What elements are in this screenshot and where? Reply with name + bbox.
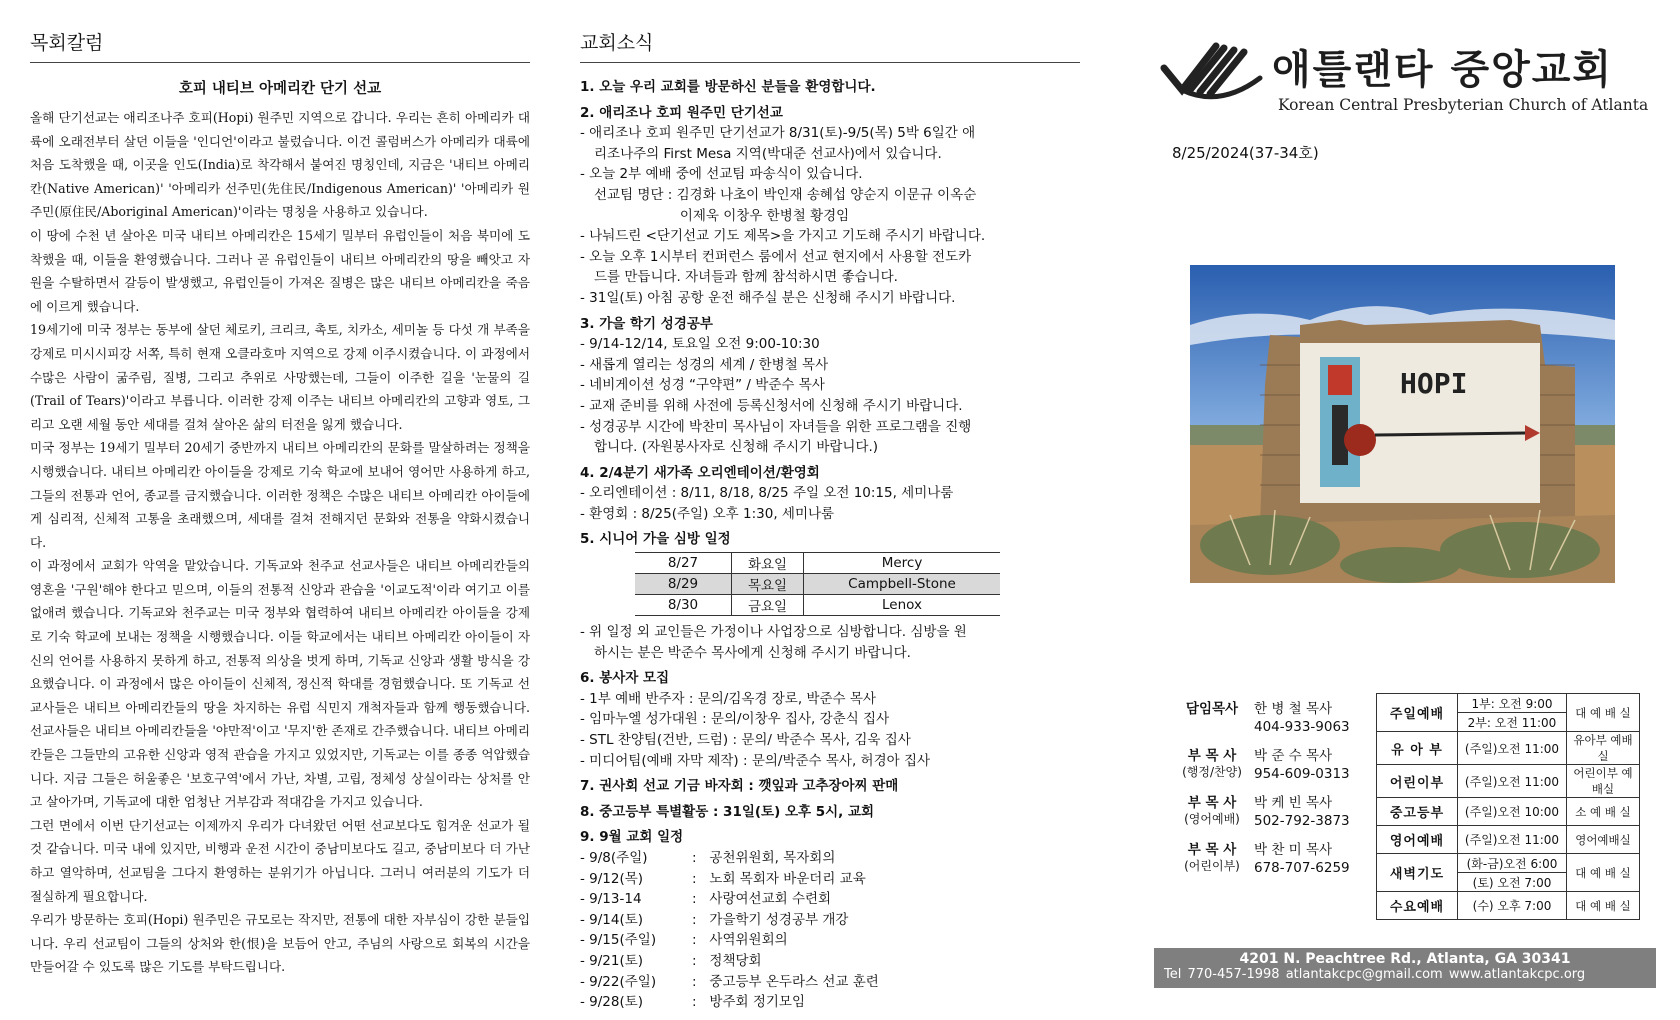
service-row	[1377, 854, 1640, 873]
footer-address: 4201 N. Peachtree Rd., Atlanta, GA 30341	[1239, 951, 1571, 967]
news-line: - 오늘 2부 예배 중에 선교팀 파송식이 있습니다.	[580, 166, 863, 183]
church-news	[580, 0, 1080, 1013]
staff-name: 박 케 빈 목사	[1254, 795, 1333, 811]
paragraph: 이 과정에서 교회가 악역을 맡았습니다. 기독교와 천주교 선교사들은 내티브 아메리칸들의 영혼을 '구원'해야 한다고 믿으며, 이들의 전통적 신앙과 관습을 '이교도적'이라 여기고 이를 없애려 했습니다. 기독교와 천주교는 미국 정부와 협력하여 내티브 아메리칸 아이들을 강제로 기숙 학교에 보내는 정책을 시행했습니다. 이들 학교에서는 내티브 아메리칸 아이들이 자신의 언어를 사용하지 못하게 하고, 전통적 의상을 벗게 하며, 기독교 신앙과 생활 방식을 강요했습니다. 이 과정에서 많은 아이들이 신체적, 정신적 학대를 경험했습니다. 또 기독교 선교사들은 내티브 아메리칸들의 땅을 차지하는 유럽 식민지 개척자들과 함께 행동했습니다. 선교사들은 내티브 아메리칸들을 '야만적'이고 '무지'한 존재로 간주했습니다. 내티브 아메리칸들은 그들만의 고유한 신앙과 영적 관습을 가지고 있었지만, 기독교는 이를 종종 억압했습니다. 지금 그들은 허울좋은 '보호구역'에서 가난, 차별, 고립, 정체성 상실이라는 상처를 안고 살아가며, 기독교에 대한 엄청난 거부감과 적대감을 가지고 있습니다.	[30, 558, 531, 810]
news-line: - 오리엔테이션 : 8/11, 8/18, 8/25 주일 오전 10:15, 세미나룸	[580, 485, 954, 502]
visit-day: 금요일	[732, 595, 804, 616]
service-name: 유 아 부	[1377, 732, 1458, 765]
section-heading-church-news: 교회소식	[580, 0, 1080, 63]
service-time: (주일)오전 11:00	[1458, 732, 1567, 765]
visit-place: Mercy	[804, 553, 1001, 574]
service-time: (수) 오후 7:00	[1458, 892, 1567, 920]
service-time: (화-금)오전 6:00	[1458, 854, 1567, 873]
news-heading: 7. 권사회 선교 기금 바자회 : 깻잎과 고추장아찌 판매	[580, 778, 899, 795]
news-list-continued	[580, 622, 1080, 848]
schedule-date: - 9/22(주일)	[580, 973, 657, 990]
service-place: 소 예 배 실	[1567, 798, 1640, 826]
staff-row	[1170, 700, 1385, 736]
visit-day: 화요일	[732, 553, 804, 574]
visit-date: 8/30	[635, 595, 732, 616]
service-times-table	[1376, 693, 1640, 920]
schedule-event: : 방주회 정기모임	[692, 994, 806, 1011]
church-logo	[1160, 38, 1680, 128]
service-time: (토) 오전 7:00	[1458, 873, 1567, 892]
section-heading-pastor-column: 목회칼럼	[30, 0, 530, 63]
news-heading: 3. 가을 학기 성경공부	[580, 315, 713, 332]
news-heading: 2. 애리조나 호피 원주민 단기선교	[580, 104, 783, 121]
pastor-column	[30, 0, 530, 979]
news-line: 합니다. (자원봉사자로 신청해 주시기 바랍니다.)	[594, 439, 879, 456]
news-line: - 성경공부 시간에 박찬미 목사님이 자녀들을 위한 프로그램을 진행	[580, 418, 972, 435]
schedule-event: : 가을학기 성경공부 개강	[692, 911, 849, 928]
paragraph: 그런 면에서 이번 단기선교는 이제까지 우리가 다녀왔던 어떤 선교보다도 힘겨운 선교가 될 것 같습니다. 미국 내에 있지만, 비행과 운전 시간이 중남미보다도 길고, 중남미보다 더 가난하고 열악하며, 선교팀을 그다지 환영하는 분위기가 아닙니다. 그러니 여러분의 기도가 더 절실하게 필요합니다.	[30, 817, 530, 904]
schedule-date: - 9/14(토)	[580, 911, 644, 928]
news-line: - 1부 예배 반주자 : 문의/김옥경 장로, 박준수 목사	[580, 690, 876, 707]
staff-row	[1170, 747, 1385, 783]
footer-contact: Tel 770-457-1998 atlantakcpc@gmail.com www.atlantakcpc.org	[1164, 967, 1586, 982]
column-title: 호피 내티브 아메리칸 단기 선교	[178, 81, 382, 97]
schedule-date: - 9/21(토)	[580, 952, 644, 969]
staff-info	[1254, 747, 1350, 783]
schedule-row	[580, 951, 1080, 972]
visit-day: 목요일	[732, 574, 804, 595]
news-line: - 9/14-12/14, 토요일 오전 9:00-10:30	[580, 336, 820, 353]
service-row	[1377, 732, 1640, 765]
schedule-event: : 노회 목회자 바운더리 교육	[692, 870, 866, 887]
news-line: 이제욱 이창우 한병철 황경임	[594, 207, 850, 224]
staff-phone: 954-609-0313	[1254, 766, 1350, 782]
schedule-row	[580, 972, 1080, 993]
news-line: - 교재 준비를 위해 사전에 등록신청서에 신청해 주시기 바랍니다.	[580, 397, 963, 414]
news-line: - 환영회 : 8/25(주일) 오후 1:30, 세미나룸	[580, 505, 835, 522]
paragraph: 올해 단기선교는 애리조나주 호피(Hopi) 원주민 지역으로 갑니다. 우리는 흔히 아메리카 대륙에 오래전부터 살던 이들을 '인디언'이라고 불렀습니다. 이건 콜럼버스가 아메리카 대륙에 처음 도착했을 때, 이곳을 인도(India)로 착각해서 붙여진 명칭인데, 지금은 '내티브 아메리칸(Native American)' '아메리카 선주민(先住民/Indigenous American)' '아메리카 원주민(原住民/Aboriginal American)'이라는 명칭을 사용하고 있습니다.	[30, 110, 530, 220]
table-row	[635, 574, 1000, 595]
service-place: 영어예배실	[1567, 826, 1640, 854]
service-place: 대 예 배 실	[1567, 694, 1640, 732]
news-line: - 네비게이션 성경 “구약편” / 박준수 목사	[580, 377, 825, 394]
staff-phone: 678-707-6259	[1254, 860, 1350, 876]
news-line: 드를 만듭니다. 자녀들과 함께 참석하시면 좋습니다.	[594, 269, 898, 286]
news-line: 선교팀 명단 : 김경화 나초이 박인재 송혜섭 양순지 이문규 이옥순	[594, 186, 977, 203]
church-logo-icon	[1160, 38, 1265, 108]
staff-name: 한 병 철 목사	[1254, 701, 1333, 717]
church-name-korean: 애틀랜타 중앙교회	[1272, 47, 1614, 93]
news-line: - 애리조나 호피 원주민 단기선교가 8/31(토)-9/5(목) 5박 6일간 애	[580, 125, 976, 142]
paragraph: 미국 정부는 19세기 밀부터 20세기 중반까지 내티브 아메리칸의 문화를 말살하려는 정책을 시행했습니다. 내티브 아메리칸 아이들을 강제로 기숙 학교에 보내어 영어만 사용하게 하고, 그들의 전통과 언어, 종교를 금지했습니다. 이러한 정책은 수많은 내티브 아메리칸 아이들에게 심리적, 신체적 고통을 초래했으며, 세대를 걸쳐 전해지던 문화와 전통을 약화시켰습니다.	[30, 440, 530, 550]
staff-name: 박 찬 미 목사	[1254, 842, 1333, 858]
service-time: (주일)오전 11:00	[1458, 826, 1567, 854]
service-row	[1377, 892, 1640, 920]
schedule-date: - 9/15(주일)	[580, 932, 657, 949]
service-row	[1377, 798, 1640, 826]
hopi-sign-photo	[1190, 265, 1615, 583]
schedule-event: : 중고등부 온두라스 선교 훈련	[692, 973, 879, 990]
schedule-date: - 9/12(목)	[580, 870, 644, 887]
news-heading: 6. 봉사자 모집	[580, 670, 670, 687]
staff-phone: 502-792-3873	[1254, 813, 1350, 829]
service-name: 중고등부	[1377, 798, 1458, 826]
table-row	[635, 595, 1000, 616]
service-name: 영어예배	[1377, 826, 1458, 854]
staff-title: 부 목 사 (영어예배)	[1184, 795, 1240, 826]
service-place: 대 예 배 실	[1567, 892, 1640, 920]
schedule-row	[580, 910, 1080, 931]
news-line: - STL 찬양팀(건반, 드럼) : 문의/ 박준수 목사, 김욱 집사	[580, 732, 911, 749]
sign-text: HOPI	[1400, 367, 1468, 400]
visit-date: 8/29	[635, 574, 732, 595]
news-line: 리조나주의 First Mesa 지역(박대준 선교사)에서 있습니다.	[594, 145, 942, 162]
schedule-date: - 9/13-14	[580, 891, 642, 908]
news-list	[580, 77, 1080, 550]
service-row	[1377, 694, 1640, 713]
paragraph: 이 땅에 수천 년 살아온 미국 내티브 아메리칸은 15세기 밀부터 유럽인들이 처음 북미에 도착했을 때, 이들을 환영했습니다. 그러나 곧 유럽인들이 내티브 아메리칸의 땅을 빼앗고 자원을 수탈하면서 갈등이 발생했고, 유럽인들이 가져온 질병은 많은 내티브 아메리칸을 죽음에 이르게 했습니다.	[30, 227, 530, 314]
staff-list	[1170, 700, 1385, 888]
schedule-row	[580, 930, 1080, 951]
staff-name: 박 준 수 목사	[1254, 748, 1333, 764]
news-line: - 미디어팀(예배 자막 제작) : 문의/박준수 목사, 허경아 집사	[580, 752, 931, 769]
paragraph: 우리가 방문하는 호피(Hopi) 원주민은 규모로는 작지만, 전통에 대한 자부심이 강한 분들입니다. 우리 선교팀이 그들의 상처와 한(恨)을 보듬어 안고, 주님의 사랑으로 회복의 시간을 만들어갈 수 있도록 많은 기도를 부탁드립니다.	[30, 912, 530, 975]
service-name: 새벽기도	[1377, 854, 1458, 892]
service-time: (주일)오전 10:00	[1458, 798, 1567, 826]
service-row	[1377, 765, 1640, 798]
schedule-row	[580, 992, 1080, 1013]
hopi-sign-image	[1190, 265, 1615, 583]
schedule-event: : 사랑여선교회 수련회	[692, 891, 832, 908]
visit-place: Campbell-Stone	[804, 574, 1001, 595]
schedule-event: : 공천위원회, 목자회의	[692, 850, 836, 866]
news-heading: 1. 오늘 우리 교회를 방문하신 분들을 환영합니다.	[580, 79, 876, 95]
table-row	[635, 553, 1000, 574]
news-line: - 나눠드린 <단기선교 기도 제목>을 가지고 기도해 주시기 바랍니다.	[580, 228, 986, 245]
news-line: 하시는 분은 박준수 목사에게 신청해 주시기 바랍니다.	[594, 644, 911, 661]
service-row	[1377, 826, 1640, 854]
schedule-date: - 9/28(토)	[580, 994, 644, 1011]
september-schedule	[580, 848, 1080, 1013]
visit-date: 8/27	[635, 553, 732, 574]
news-heading: 4. 2/4분기 새가족 오리엔테이션/환영회	[580, 464, 820, 481]
staff-info	[1254, 794, 1350, 830]
news-line: - 31일(토) 아침 공항 운전 해주실 분은 신청해 주시기 바랍니다.	[580, 289, 956, 306]
news-line: - 오늘 오후 1시부터 컨퍼런스 룸에서 선교 현지에서 사용할 전도카	[580, 248, 972, 265]
service-name: 어린이부	[1377, 765, 1458, 798]
news-line: - 임마누엘 성가대원 : 문의/이창우 집사, 강춘식 집사	[580, 711, 890, 728]
service-name: 주일예배	[1377, 694, 1458, 732]
paragraph: 19세기에 미국 정부는 동부에 살던 체로키, 크리크, 촉토, 치카소, 세미놀 등 다섯 개 부족을 강제로 미시시피강 서쪽, 특히 현재 오클라호마 지역으로 강제 이주시켰습니다. 이 과정에서 수많은 사람이 굶주림, 질병, 그리고 추위로 사망했는데, 그들이 이주한 길을 '눈물의 길(Trail of Tears)'이라고 부릅니다. 이러한 강제 이주는 내티브 아메리칸의 고향과 영토, 그리고 오랜 세월 동안 세대를 걸쳐 살아온 삶의 터전을 잃게 했습니다.	[30, 322, 530, 432]
news-heading: 9. 9월 교회 일정	[580, 829, 684, 846]
service-time: (주일)오전 11:00	[1458, 765, 1567, 798]
church-name-english: Korean Central Presbyterian Church of Atlanta	[1278, 96, 1649, 114]
news-line: - 위 일정 외 교인들은 가정이나 사업장으로 심방합니다. 심방을 원	[580, 624, 967, 641]
footer-bar	[1154, 948, 1656, 988]
schedule-date: - 9/8(주일)	[580, 850, 648, 866]
service-place: 어린이부 예배실	[1567, 765, 1640, 798]
schedule-row	[580, 889, 1080, 910]
service-time: 2부: 오전 11:00	[1458, 713, 1567, 732]
schedule-event: : 사역위원회의	[692, 932, 788, 949]
schedule-row	[580, 848, 1080, 869]
staff-phone: 404-933-9063	[1254, 719, 1350, 735]
visit-schedule-table	[635, 552, 1000, 616]
service-name: 수요예배	[1377, 892, 1458, 920]
service-place: 유아부 예배실	[1567, 732, 1640, 765]
news-line: - 새롭게 열리는 성경의 세계 / 한병철 목사	[580, 356, 829, 373]
staff-title: 담임목사	[1185, 701, 1239, 717]
visit-place: Lenox	[804, 595, 1001, 616]
staff-info	[1254, 700, 1350, 736]
news-heading: 8. 중고등부 특별활동 : 31일(토) 오후 5시, 교회	[580, 803, 875, 820]
schedule-row	[580, 869, 1080, 890]
staff-info	[1254, 841, 1350, 877]
schedule-event: : 정책당회	[692, 952, 762, 969]
staff-row	[1170, 841, 1385, 877]
bulletin-date: 8/25/2024(37-34호)	[1172, 144, 1319, 162]
staff-title: 부 목 사 (행정/찬양)	[1182, 748, 1242, 779]
service-time: 1부: 오전 9:00	[1458, 694, 1567, 713]
staff-row	[1170, 794, 1385, 830]
staff-title: 부 목 사 (어린이부)	[1184, 842, 1240, 873]
news-heading: 5. 시니어 가을 심방 일정	[580, 531, 731, 548]
service-place: 대 예 배 실	[1567, 854, 1640, 892]
column-body	[30, 106, 530, 979]
